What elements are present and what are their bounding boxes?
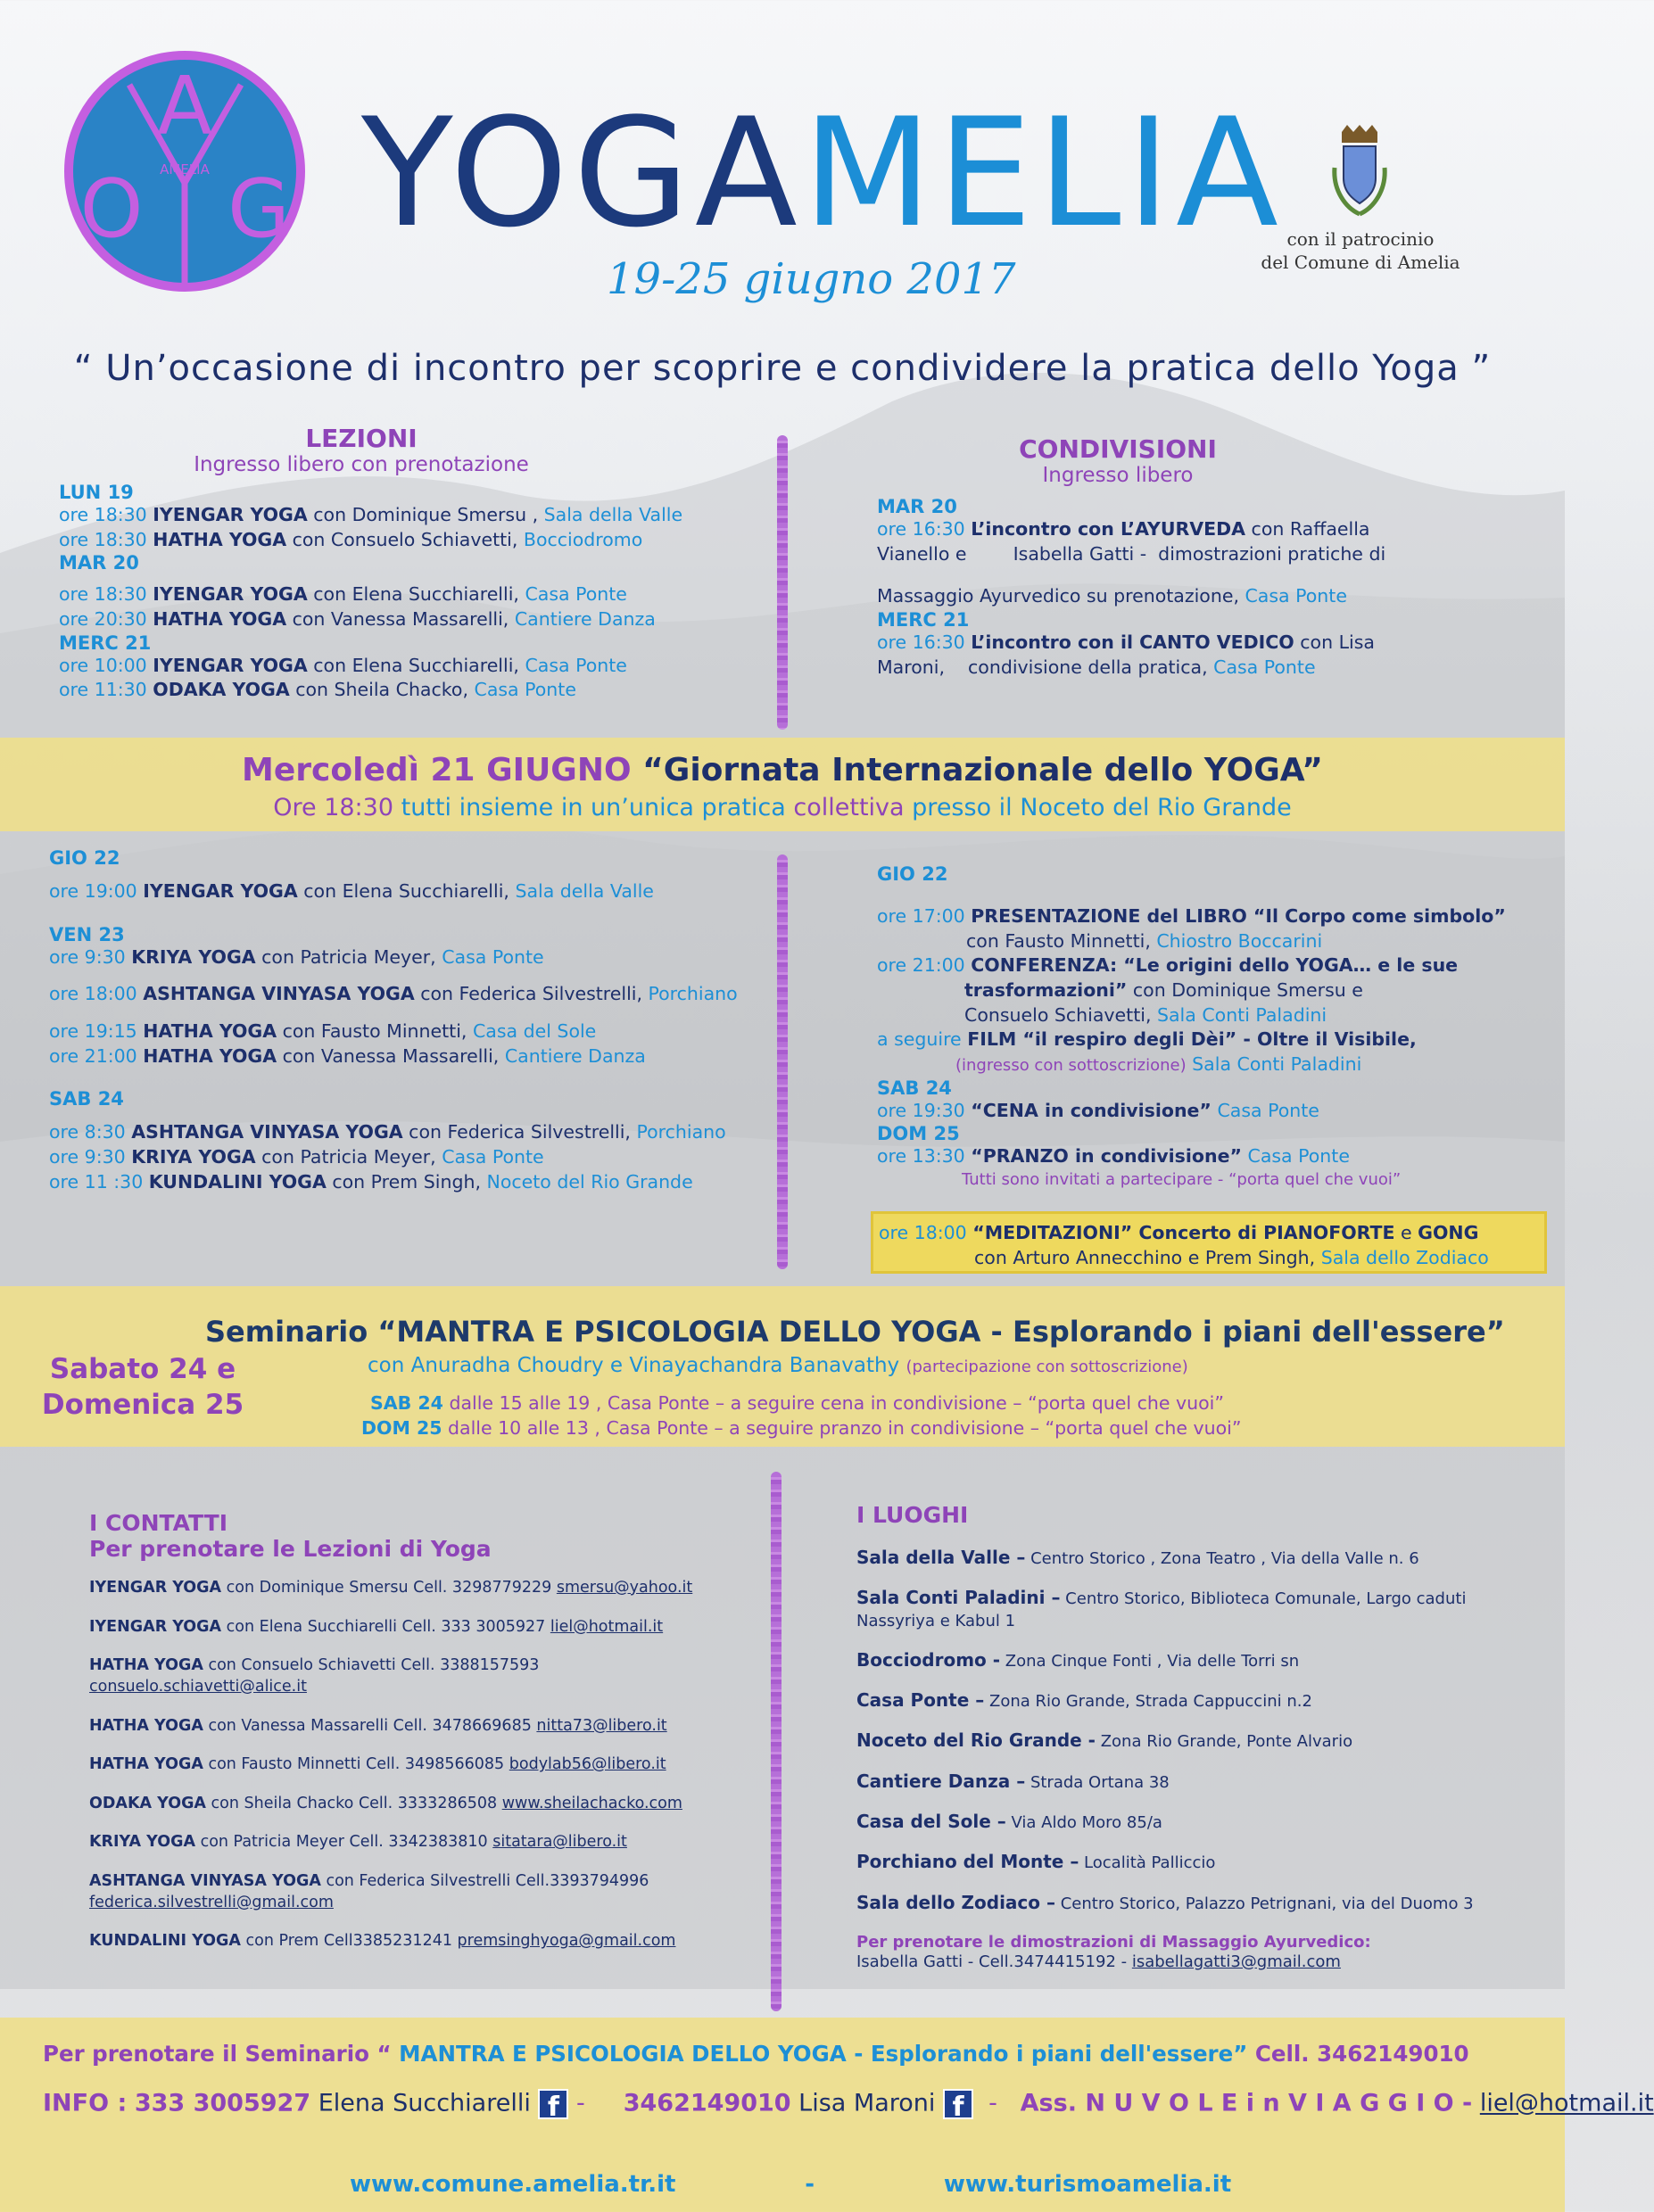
event-detail: trasformazioni” con Dominique Smersu e [964, 979, 1363, 1002]
place-item: Bocciodromo - Zona Cinque Fonti , Via delle Torri sn [856, 1648, 1300, 1671]
event-row: ore 13:30 “PRANZO in condivisione” Casa Ponte [877, 1145, 1350, 1168]
place-item: Porchiano del Monte – Località Palliccio [856, 1851, 1216, 1873]
lezioni-week-section [49, 847, 763, 1194]
schedule-row: ore 19:00 IYENGAR YOGA con Elena Succhiarelli, Sala della Valle [49, 880, 654, 902]
contact-email-link[interactable]: sitatara@libero.it [492, 1833, 627, 1852]
condivisioni-section [877, 434, 1519, 680]
event-row: ore 17:00 PRESENTAZIONE del LIBRO “Il Corpo come simbolo” [877, 905, 1506, 927]
footer-info: INFO : 333 3005927 Elena Succhiarelli f - 3462149010 Lisa Maroni f - Ass. N U V O L E i n V I A G G I O - liel@hotmail.it [43, 2089, 1654, 2123]
place-item: Cantiere Danza – Strada Ortana 38 [856, 1770, 1170, 1792]
lezioni-subtitle: Ingresso libero con prenotazione [194, 453, 529, 476]
event-row: a seguire FILM “il respiro degli Dèi” - Oltre il Visibile, [877, 1028, 1417, 1051]
footer-email-link[interactable]: liel@hotmail.it [1479, 2089, 1654, 2117]
massaggio-contact: Isabella Gatti - Cell.3474415192 - isabellagatti3@gmail.com [856, 1952, 1341, 1971]
day-label: GIO 22 [49, 847, 120, 869]
logo-small-text: AMELIA [160, 161, 210, 177]
event-detail: con Fausto Minnetti, Chiostro Boccarini [966, 929, 1323, 952]
contact-item: HATHA YOGA con Fausto Minnetti Cell. 3498566085 bodylab56@libero.it [89, 1755, 666, 1774]
massaggio-email-link[interactable]: isabellagatti3@gmail.com [1131, 1952, 1341, 1971]
condivisione-row: ore 16:30 L’incontro con L’AYURVEDA con Raffaella [877, 518, 1370, 540]
condivisioni-subtitle: Ingresso libero [1042, 464, 1194, 487]
giornata-subtitle: Ore 18:30 tutti insieme in un’unica pratica collettiva presso il Noceto del Rio Grande [273, 794, 1292, 821]
schedule-row: ore 11:30 ODAKA YOGA con Sheila Chacko, Casa Ponte [59, 679, 576, 701]
patron-line-1: con il patrocinio [1286, 228, 1435, 250]
condivisione-row: ore 16:30 L’incontro con il CANTO VEDICO con Lisa [877, 631, 1375, 654]
contact-item: HATHA YOGA con Vanessa Massarelli Cell. 3478669685 nitta73@libero.it [89, 1716, 667, 1735]
day-label: MAR 20 [877, 496, 957, 517]
giornata-title: Mercoledì 21 GIUGNO “Giornata Internazionale dello YOGA” [242, 752, 1323, 788]
day-label: SAB 24 [877, 1077, 952, 1099]
meditazioni-box: ore 18:00 “MEDITAZIONI” Concerto di PIANOFORTE e GONG con Arturo Annecchino e Prem Singh, Sala dello Zodiaco [871, 1211, 1547, 1274]
day-label: MAR 20 [59, 552, 139, 574]
schedule-row: ore 19:15 HATHA YOGA con Fausto Minnetti, Casa del Sole [49, 1020, 597, 1043]
title-melia: MELIA [802, 86, 1284, 260]
contact-item: KRIYA YOGA con Patricia Meyer Cell. 3342383810 sitatara@libero.it [89, 1833, 627, 1852]
contact-email-link[interactable]: smersu@yahoo.it [556, 1579, 693, 1597]
contact-email-link[interactable]: nitta73@libero.it [536, 1716, 667, 1735]
contact-item: IYENGAR YOGA con Elena Succhiarelli Cell. 333 3005927 liel@hotmail.it [89, 1617, 664, 1636]
seminario-with: con Anuradha Choudry e Vinayachandra Banavathy (partecipazione con sottoscrizione) [368, 1354, 1188, 1377]
place-item: Sala dello Zodiaco – Centro Storico, Palazzo Petrignani, via del Duomo 3 [856, 1891, 1474, 1913]
main-title [361, 86, 1284, 260]
event-row: ore 19:30 “CENA in condivisione” Casa Ponte [877, 1099, 1319, 1121]
contact-email-link[interactable]: consuelo.schiavetti@alice.it [89, 1677, 307, 1696]
divider-bottom [771, 1472, 782, 2011]
schedule-row: ore 18:30 HATHA YOGA con Consuelo Schiavetti, Bocciodromo [59, 528, 643, 550]
day-label: SAB 24 [49, 1088, 124, 1110]
patronage-note [1249, 227, 1472, 274]
condivisioni-title: CONDIVISIONI [1019, 434, 1217, 464]
condivisione-text: Massaggio Ayurvedico su prenotazione, Casa Ponte [877, 585, 1347, 607]
lezioni-title: LEZIONI [305, 424, 418, 453]
day-label: DOM 25 [877, 1123, 960, 1145]
logo-letter-a: A [157, 60, 212, 153]
contact-email-link[interactable]: premsinghyoga@gmail.com [457, 1932, 676, 1951]
schedule-row: ore 20:30 HATHA YOGA con Vanessa Massarelli, Cantiere Danza [59, 608, 656, 631]
logo-letter-o: O [79, 162, 144, 256]
divider-top [777, 435, 788, 730]
event-dates: 19-25 giugno 2017 [607, 254, 1016, 304]
divider-middle [777, 854, 788, 1269]
massaggio-title: Per prenotare le dimostrazioni di Massaggio Ayurvedico: [856, 1932, 1371, 1952]
tagline: “ Un’occasione di incontro per scoprire e condividere la pratica dello Yoga ” [73, 348, 1492, 389]
lezioni-section [54, 424, 767, 703]
day-label: LUN 19 [59, 482, 134, 503]
contact-item: IYENGAR YOGA con Dominique Smersu Cell. 3298779229 smersu@yahoo.it [89, 1579, 693, 1597]
schedule-row: ore 9:30 KRIYA YOGA con Patricia Meyer, Casa Ponte [49, 945, 544, 968]
place-item: Sala della Valle – Centro Storico , Zona Teatro , Via della Valle n. 6 [856, 1547, 1419, 1568]
event-detail: Consuelo Schiavetti, Sala Conti Paladini [964, 1003, 1327, 1026]
day-label: MERC 21 [877, 609, 970, 631]
contatti-subtitle: Per prenotare le Lezioni di Yoga [89, 1536, 492, 1562]
footer-seminario: Per prenotare il Seminario “ MANTRA E PSICOLOGIA DELLO YOGA - Esplorando i piani dell'essere” Cell. 3462149010 [43, 2041, 1469, 2067]
contatti-title: I CONTATTI [89, 1510, 228, 1536]
seminario-title: Seminario “MANTRA E PSICOLOGIA DELLO YOGA - Esplorando i piani dell'essere” [205, 1315, 1505, 1349]
title-yoga: YOGA [361, 86, 803, 260]
luoghi-title: I LUOGHI [856, 1502, 969, 1528]
contact-email-link[interactable]: federica.silvestrelli@gmail.com [89, 1893, 334, 1911]
event-note: Tutti sono invitati a partecipare - “porta quel che vuoi” [962, 1170, 1402, 1190]
schedule-row: ore 21:00 HATHA YOGA con Vanessa Massarelli, Cantiere Danza [49, 1044, 646, 1067]
place-item: Casa Ponte – Zona Rio Grande, Strada Cappuccini n.2 [856, 1689, 1312, 1712]
luoghi-section [856, 1502, 1534, 1973]
event-detail: (ingresso con sottoscrizione) Sala Conti Paladini [955, 1053, 1362, 1076]
schedule-row: ore 8:30 ASHTANGA VINYASA YOGA con Federica Silvestrelli, Porchiano [49, 1121, 726, 1143]
event-row: ore 21:00 CONFERENZA: “Le origini dello YOGA… e le sue [877, 954, 1459, 977]
place-item: Noceto del Rio Grande - Zona Rio Grande, Ponte Alvario [856, 1729, 1353, 1752]
contact-email-link[interactable]: liel@hotmail.it [550, 1617, 664, 1636]
place-item: Sala Conti Paladini – Centro Storico, Biblioteca Comunale, Largo caduti Nassyriya e Kabul 1 [856, 1587, 1467, 1630]
seminario-days: Sabato 24 e Domenica 25 [41, 1353, 244, 1422]
web-link-comune[interactable]: www.comune.amelia.tr.it [349, 2171, 676, 2198]
schedule-row: ore 11 :30 KUNDALINI YOGA con Prem Singh, Noceto del Rio Grande [49, 1170, 693, 1193]
contact-item: HATHA YOGA con Consuelo Schiavetti Cell. 3388157593 consuelo.schiavetti@alice.it [89, 1656, 540, 1696]
contact-item: ASHTANGA VINYASA YOGA con Federica Silvestrelli Cell.3393794996 federica.silvestrelli@gmail.com [89, 1872, 649, 1911]
contact-web-link[interactable]: www.sheilachacko.com [501, 1794, 682, 1812]
schedule-row: ore 18:00 ASHTANGA VINYASA YOGA con Federica Silvestrelli, Porchiano [49, 983, 738, 1005]
day-label: VEN 23 [49, 923, 125, 945]
seminario-schedule: SAB 24 dalle 15 alle 19 , Casa Ponte – a seguire cena in condivisione – “porta quel che vuoi” DOM 25 dalle 10 alle 13 , Casa Ponte – a seguire pranzo in condivisione – “porta quel che vuoi” [361, 1392, 1242, 1439]
schedule-row: ore 18:30 IYENGAR YOGA con Elena Succhiarelli, Casa Ponte [59, 583, 627, 606]
schedule-row: ore 18:30 IYENGAR YOGA con Dominique Smersu , Sala della Valle [59, 504, 683, 525]
schedule-row: ore 9:30 KRIYA YOGA con Patricia Meyer, Casa Ponte [49, 1146, 544, 1168]
contatti-section [89, 1510, 749, 1952]
contact-email-link[interactable]: bodylab56@libero.it [509, 1755, 666, 1774]
yogamelia-logo [62, 49, 308, 294]
day-label: MERC 21 [59, 631, 152, 654]
comune-crest-icon [1329, 123, 1390, 221]
condivisione-text: Vianello e Isabella Gatti - dimostrazioni pratiche di [877, 542, 1386, 565]
logo-letter-g: G [227, 162, 290, 256]
footer-websites: www.comune.amelia.tr.it - www.turismoamelia.it [349, 2171, 1232, 2198]
facebook-icon[interactable]: f [943, 2089, 973, 2119]
eventi-section [877, 863, 1537, 1191]
place-item: Casa del Sole – Via Aldo Moro 85/a [856, 1811, 1162, 1833]
patron-line-2: del Comune di Amelia [1261, 252, 1460, 273]
day-label: GIO 22 [877, 863, 948, 885]
condivisione-text: Maroni, condivisione della pratica, Casa Ponte [877, 656, 1316, 678]
facebook-icon[interactable]: f [538, 2089, 568, 2119]
contact-item: KUNDALINI YOGA con Prem Cell3385231241 premsinghyoga@gmail.com [89, 1932, 676, 1951]
contact-item: ODAKA YOGA con Sheila Chacko Cell. 3333286508 www.sheilachacko.com [89, 1794, 682, 1812]
schedule-row: ore 10:00 IYENGAR YOGA con Elena Succhiarelli, Casa Ponte [59, 654, 627, 676]
web-link-turismo[interactable]: www.turismoamelia.it [943, 2171, 1232, 2198]
